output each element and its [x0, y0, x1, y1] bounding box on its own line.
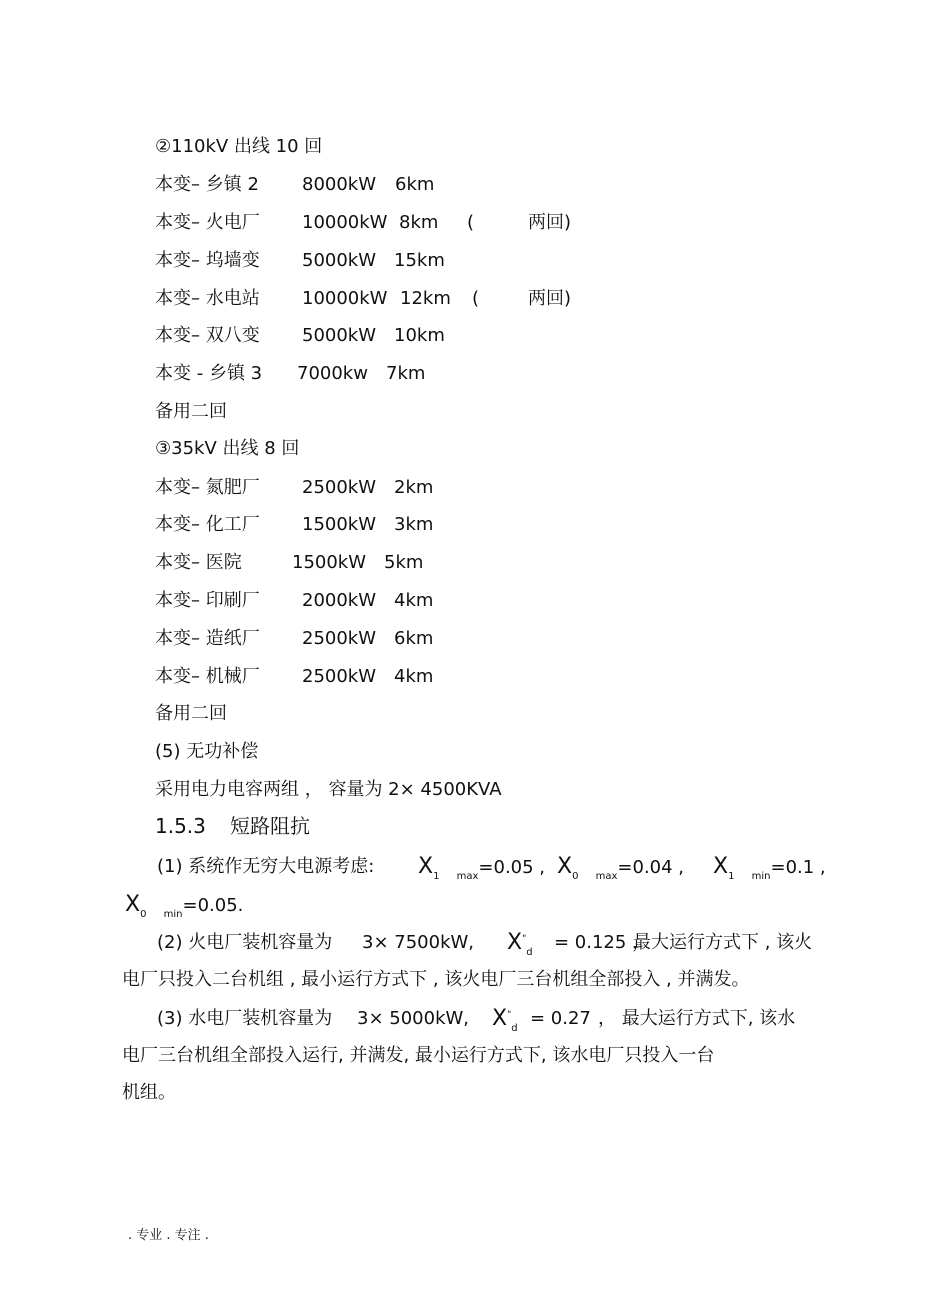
- line-dist: 10km: [394, 325, 445, 346]
- line-name: 本变 - 乡镇 3: [155, 363, 263, 384]
- line-power: 2500kW: [302, 666, 377, 687]
- value: =0.04 ,: [617, 857, 685, 878]
- section-number: 1.5.3: [155, 814, 206, 838]
- subscript: d: [526, 947, 533, 958]
- subscript: min: [163, 909, 183, 920]
- subscript: 0: [572, 871, 579, 882]
- line-power: 10000kW: [302, 288, 388, 309]
- p2-rest: 最大运行方式下 , 该火: [633, 932, 813, 953]
- subscript: d: [511, 1023, 518, 1034]
- xd-term: [492, 1008, 518, 1034]
- p3-lead: (3) 水电厂装机容量为: [157, 1008, 333, 1029]
- line-name: 本变– 乡镇 2: [155, 174, 259, 195]
- p2-value: = 0.125 ，: [554, 932, 651, 953]
- symbol-x: X: [507, 930, 523, 955]
- symbol-x: X: [557, 854, 573, 879]
- line-name: 本变– 造纸厂: [155, 628, 260, 649]
- p2-lead: (2) 火电厂装机容量为: [157, 932, 333, 953]
- line-dist: 3km: [394, 514, 434, 535]
- subscript: 0: [140, 909, 147, 920]
- line-dist: 6km: [394, 628, 434, 649]
- line-power: 2000kW: [302, 590, 377, 611]
- subscript: max: [456, 871, 479, 882]
- section3-header: ③35kV 出线 8 回: [155, 438, 300, 459]
- symbol-x: X: [125, 892, 141, 917]
- symbol-x: X: [713, 854, 729, 879]
- line-dist: 12km: [400, 288, 451, 309]
- p3-line3: 机组。: [122, 1082, 176, 1103]
- subscript: min: [751, 871, 771, 882]
- line-note-open: (: [472, 288, 480, 309]
- line-power: 8000kW: [302, 174, 377, 195]
- line-dist: 7km: [386, 363, 426, 384]
- line-dist: 4km: [394, 590, 434, 611]
- line-power: 7000kw: [297, 363, 368, 384]
- line-power: 1500kW: [292, 552, 367, 573]
- symbol-x: X: [418, 854, 434, 879]
- line-name: 本变– 印刷厂: [155, 590, 260, 611]
- p1-lead: (1) 系统作无穷大电源考虑:: [157, 856, 375, 877]
- line-note: 两回): [528, 288, 572, 309]
- line-power: 5000kW: [302, 325, 377, 346]
- x1min-term: [713, 856, 826, 882]
- p3-capacity: 3× 5000kW,: [357, 1008, 470, 1029]
- line-name: 本变– 医院: [155, 552, 242, 573]
- line-name: 本变– 水电站: [155, 288, 260, 309]
- line-dist: 15km: [394, 250, 445, 271]
- section2-header: ②110kV 出线 10 回: [155, 136, 323, 157]
- line-power: 2500kW: [302, 628, 377, 649]
- line-note-open: (: [467, 212, 475, 233]
- line-dist: 2km: [394, 477, 434, 498]
- x1max-term: [418, 856, 545, 882]
- subscript: 1: [433, 871, 440, 882]
- line-name: 本变– 双八变: [155, 325, 260, 346]
- line-power: 2500kW: [302, 477, 377, 498]
- line-note: 两回): [528, 212, 572, 233]
- line-power: 1500kW: [302, 514, 377, 535]
- subscript: 1: [728, 871, 735, 882]
- page-footer: . 专业 . 专注 .: [128, 1228, 209, 1243]
- superscript: ": [507, 1010, 512, 1020]
- line-dist: 4km: [394, 666, 434, 687]
- superscript: ": [522, 934, 527, 944]
- reactive-header: (5) 无功补偿: [155, 741, 259, 762]
- spare-lines-35: 备用二回: [155, 703, 227, 724]
- x0max-term: [557, 856, 684, 882]
- line-name: 本变– 化工厂: [155, 514, 260, 535]
- line-name: 本变– 氮肥厂: [155, 477, 260, 498]
- line-power: 5000kW: [302, 250, 377, 271]
- line-name: 本变– 机械厂: [155, 666, 260, 687]
- line-name: 本变– 火电厂: [155, 212, 260, 233]
- value: =0.05.: [182, 895, 244, 916]
- value: =0.05 ,: [478, 857, 546, 878]
- section-title: 短路阻抗: [230, 814, 310, 838]
- line-name: 本变– 坞墙变: [155, 250, 260, 271]
- p2-line2: 电厂只投入二台机组 , 最小运行方式下 , 该火电厂三台机组全部投入 , 并满发。: [122, 969, 750, 990]
- line-dist: 5km: [384, 552, 424, 573]
- x0min-term: [125, 894, 243, 920]
- line-dist: 8km: [399, 212, 439, 233]
- p3-value: = 0.27: [530, 1008, 591, 1029]
- p2-capacity: 3× 7500kW,: [362, 932, 475, 953]
- xd-term: [507, 932, 533, 958]
- p3-rest: ， 最大运行方式下, 该水: [598, 1008, 796, 1029]
- line-dist: 6km: [395, 174, 435, 195]
- symbol-x: X: [492, 1006, 508, 1031]
- spare-lines-110: 备用二回: [155, 401, 227, 422]
- reactive-text: 采用电力电容两组 ， 容量为 2× 4500KVA: [155, 779, 502, 800]
- value: =0.1 ,: [770, 857, 826, 878]
- line-power: 10000kW: [302, 212, 388, 233]
- subscript: max: [595, 871, 618, 882]
- p3-line2: 电厂三台机组全部投入运行, 并满发, 最小运行方式下, 该水电厂只投入一台: [122, 1045, 715, 1066]
